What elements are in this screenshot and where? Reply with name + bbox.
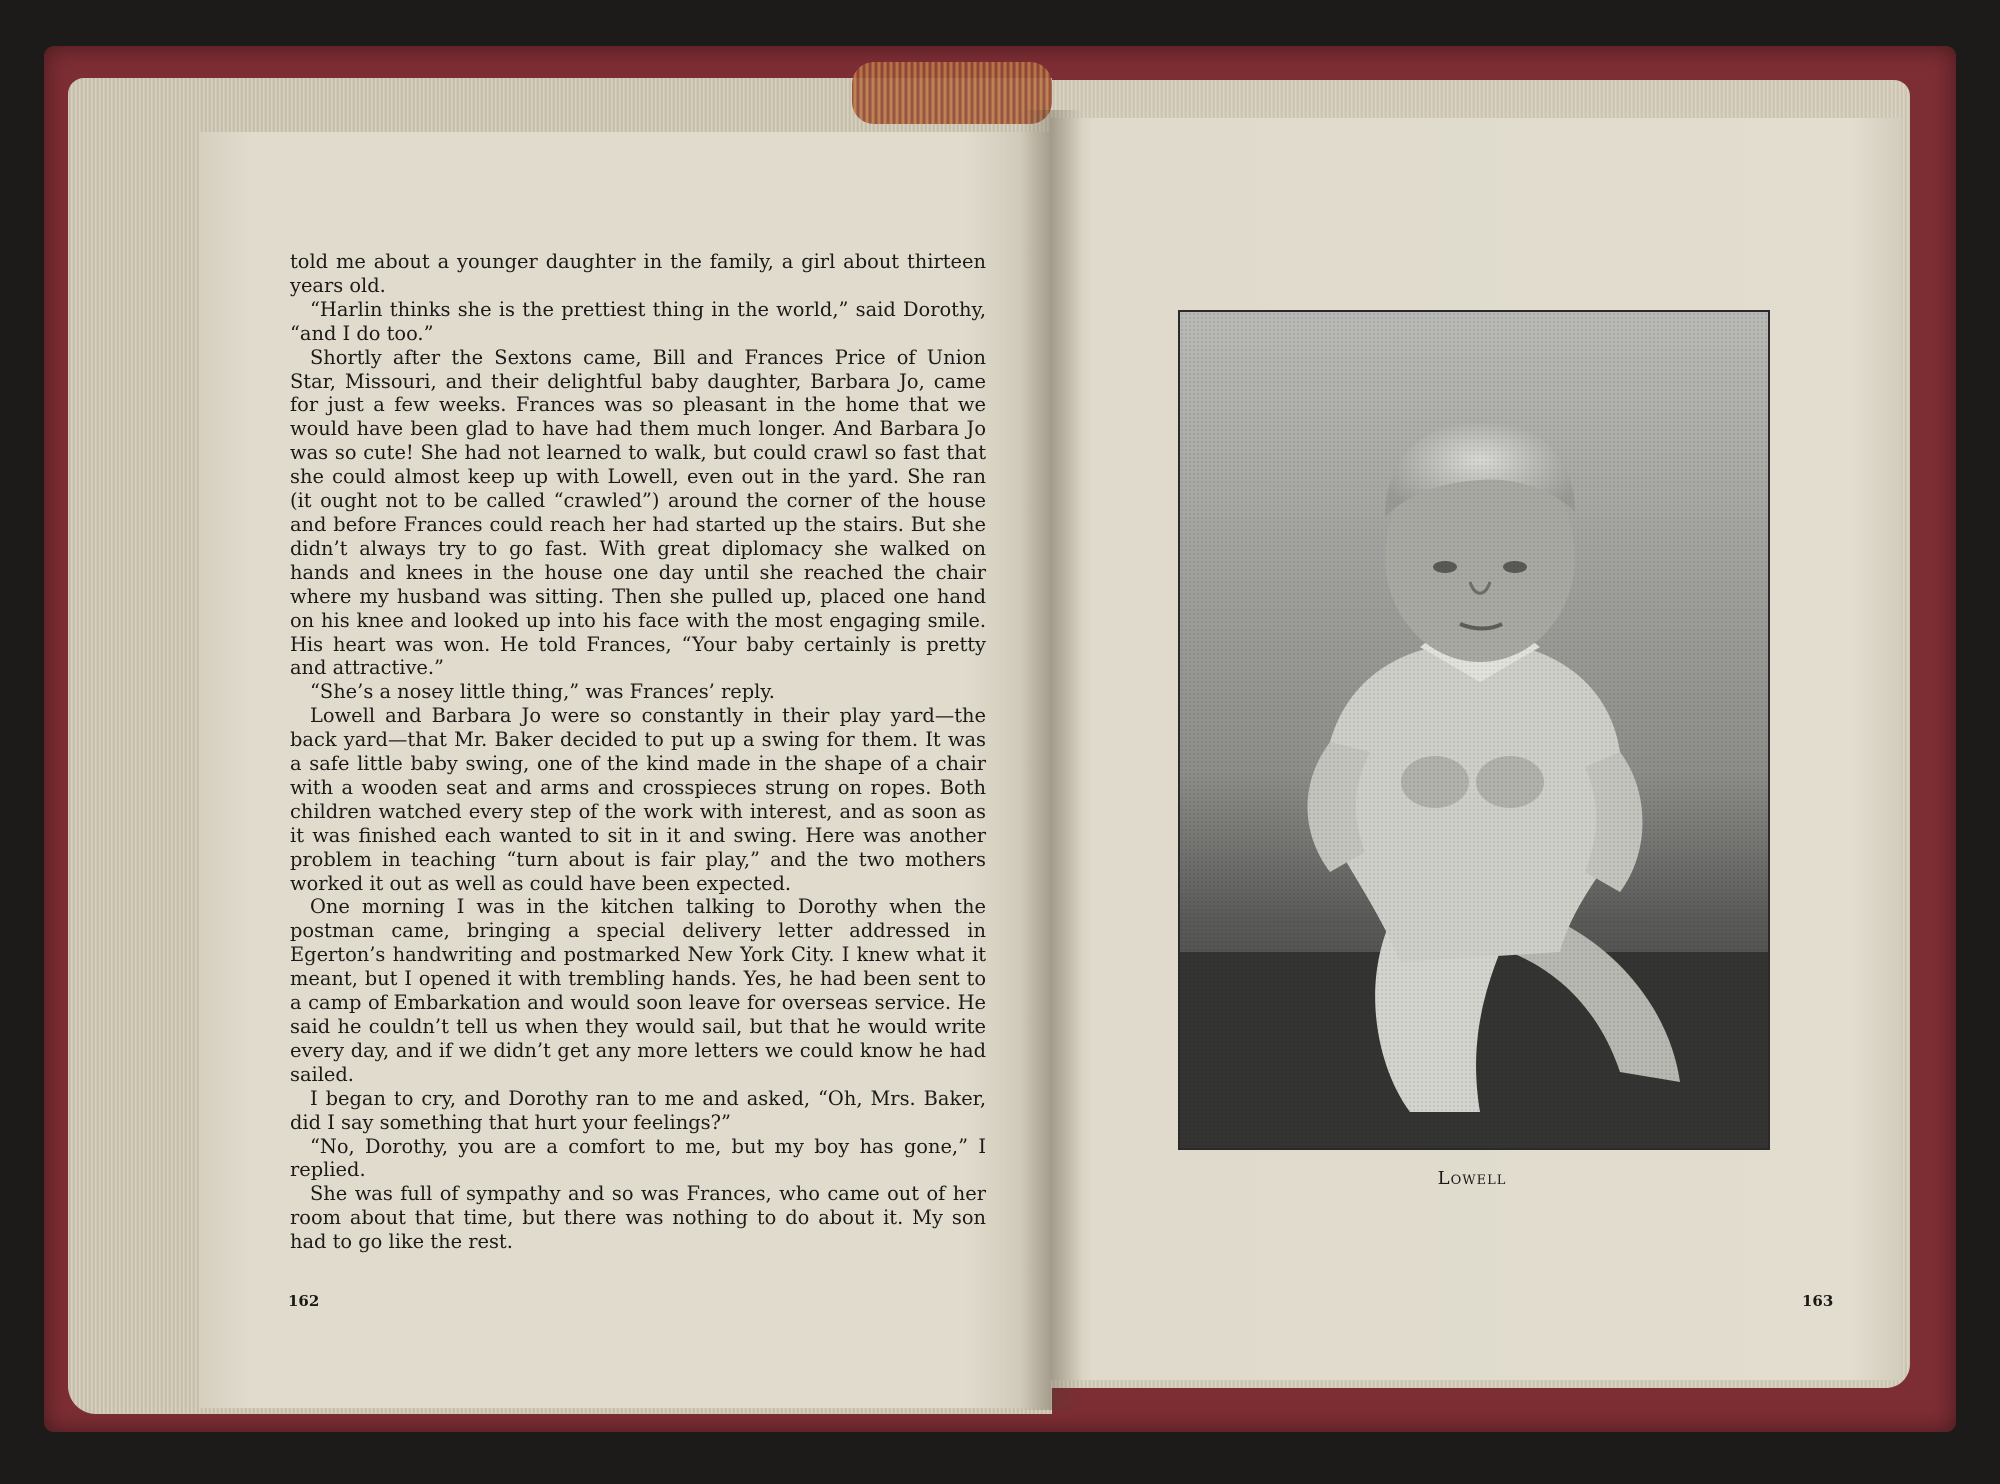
paragraph: “No, Dorothy, you are a comfort to me, but my boy has gone,” I replied.: [290, 1134, 986, 1182]
page-number-left: 162: [288, 1292, 320, 1310]
photograph-lowell: [1178, 310, 1770, 1150]
left-page-text: [290, 250, 986, 1254]
paragraph: She was full of sympathy and so was Frances, who came out of her room about that time, but there was nothing to do about it. My son had to go like the rest.: [290, 1182, 986, 1254]
page-number-right: 163: [1802, 1292, 1834, 1310]
paragraph: I began to cry, and Dorothy ran to me and asked, “Oh, Mrs. Baker, did I say something that hurt your feelings?”: [290, 1086, 986, 1134]
photo-caption: Lowell: [1437, 1168, 1507, 1189]
paragraph: One morning I was in the kitchen talking to Dorothy when the postman came, bringing a special delivery letter addressed in Egerton’s handwriting and postmarked New York City. I knew what it meant, but I opened it with trembling hands. Yes, he had been sent to a camp of Embarkation and would soon leave for overseas service. He said he couldn’t tell us when they would sail, but that he would write every day, and if we didn’t get any more letters we could know he had sailed.: [290, 895, 986, 1086]
paragraph: told me about a younger daughter in the family, a girl about thirteen years old.: [290, 250, 986, 297]
paragraph: “She’s a nosey little thing,” was Frances’ reply.: [310, 680, 775, 704]
photo-image: [1180, 312, 1768, 1148]
paragraph: Lowell and Barbara Jo were so constantly in their play yard—the back yard—that Mr. Baker decided to put up a swing for them. It was a safe little baby swing, one of the kind made in the shape of a chair with a wooden seat and arms and crosspieces strung on ropes. Both children watched every step of the work with interest, and as soon as it was finished each wanted to sit in it and swing. Here was another problem in teaching “turn about is fair play,” and the two mothers worked it out as well as could have been expected.: [290, 704, 986, 895]
paragraph: “Harlin thinks she is the prettiest thing in the world,” said Dorothy, “and I do too.”: [290, 297, 986, 345]
book-gutter: [1020, 110, 1082, 1410]
paragraph: Shortly after the Sextons came, Bill and Frances Price of Union Star, Missouri, and their delightful baby daughter, Barbara Jo, came for just a few weeks. Frances was so pleasant in the home that we would have been glad to have had them much longer. And Barbara Jo was so cute! She had not learned to walk, but could crawl so fast that she could almost keep up with Lowell, even out in the yard. She ran (it ought not to be called “crawled”) around the corner of the house and before Frances could reach her had started up the stairs. But she didn’t always try to go fast. With great diplomacy she walked on hands and knees in the house one day until she reached the chair where my husband was sitting. Then she pulled up, placed one hand on his knee and looked up into his face with the most engaging smile. His heart was won. He told Frances, “Your baby certainly is pretty and attractive.”: [290, 345, 986, 680]
